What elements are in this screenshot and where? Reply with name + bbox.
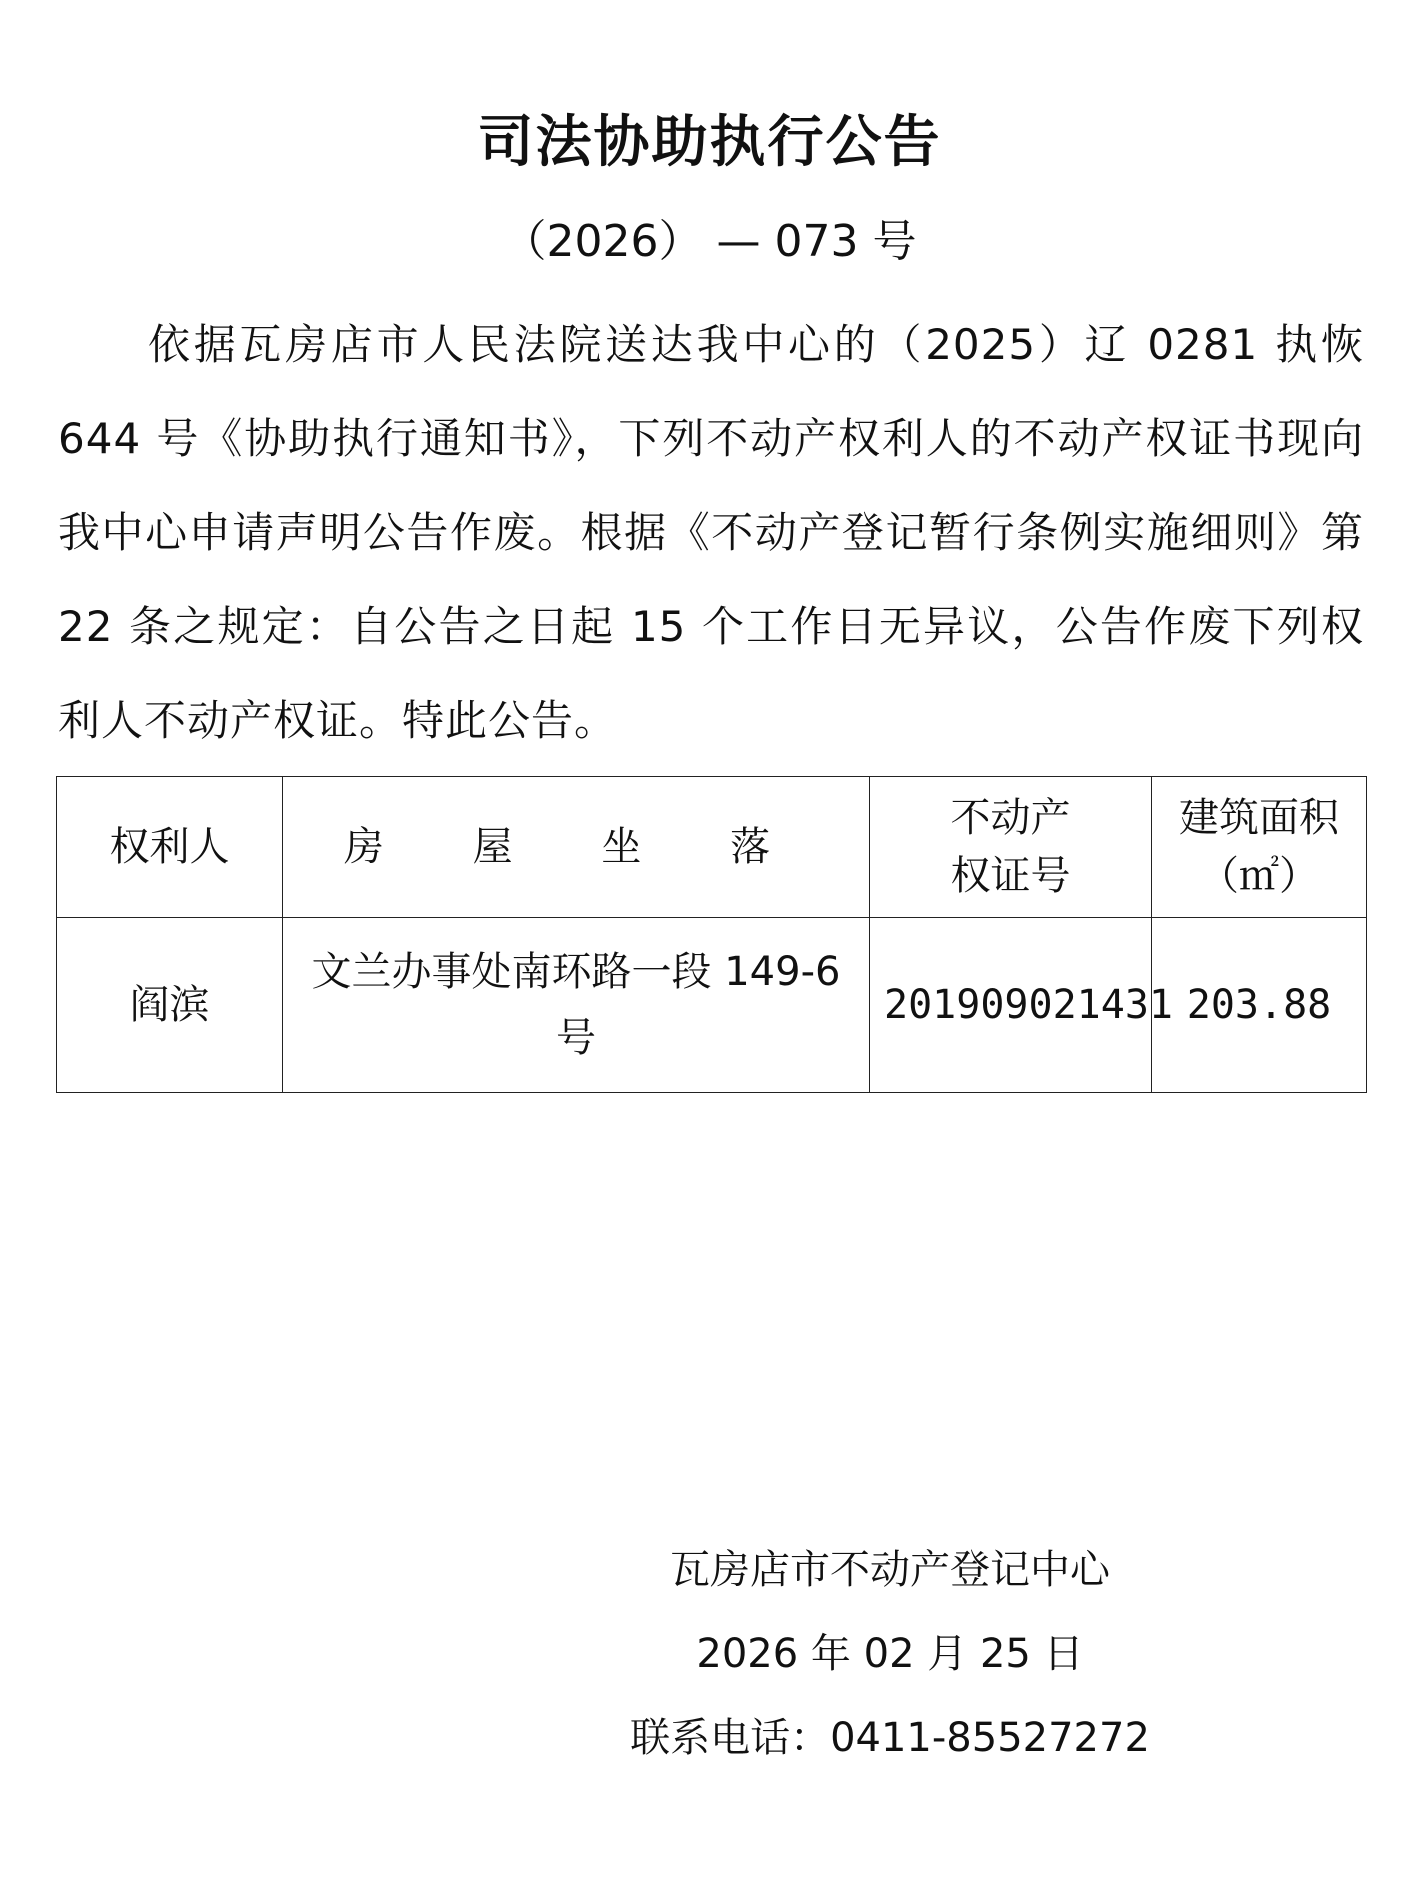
contact-phone: 联系电话：0411-85527272 [630, 1715, 1150, 1761]
cell-cert-no: 201909021431 [870, 918, 1152, 1093]
notice-title: 司法协助执行公告 [477, 110, 942, 175]
table-row [57, 918, 1367, 1093]
cell-location: 文兰办事处南环路一段 149-6 号 [283, 918, 870, 1093]
certificate-table [56, 776, 1367, 1093]
notice-body: 依据瓦房店市人民法院送达我中心的（2025）辽 0281 执恢 644 号《协助执行通知书》，下列不动产权利人的不动产权证书现向我中心申请声明公告作废。根据《不动产登记暂行条例实施细则》第 22 条之规定：自公告之日起 15 个工作日无异议，公告作废下列权利人不动产权证。特此公告。 [58, 320, 1364, 745]
cell-holder: 阎滨 [57, 918, 283, 1093]
header-location [283, 777, 870, 918]
issuer-name: 瓦房店市不动产登记中心 [670, 1547, 1110, 1593]
header-cert-line2: 权证号 [950, 853, 1071, 899]
header-cert-line1: 不动产 [950, 795, 1071, 841]
header-cert-no [870, 777, 1152, 918]
header-area-line1: 建筑面积 [1179, 795, 1339, 841]
issue-date: 2026 年 02 月 25 日 [696, 1631, 1084, 1677]
header-holder: 权利人 [57, 777, 283, 918]
header-area-line2: （㎡） [1199, 853, 1319, 899]
document-number: （2026） — 073 号 [502, 216, 917, 267]
header-location-label: 房 屋 坐 落 [343, 824, 809, 870]
header-area [1152, 777, 1367, 918]
cell-area: 203.88 [1152, 918, 1367, 1093]
table-header-row [57, 777, 1367, 918]
